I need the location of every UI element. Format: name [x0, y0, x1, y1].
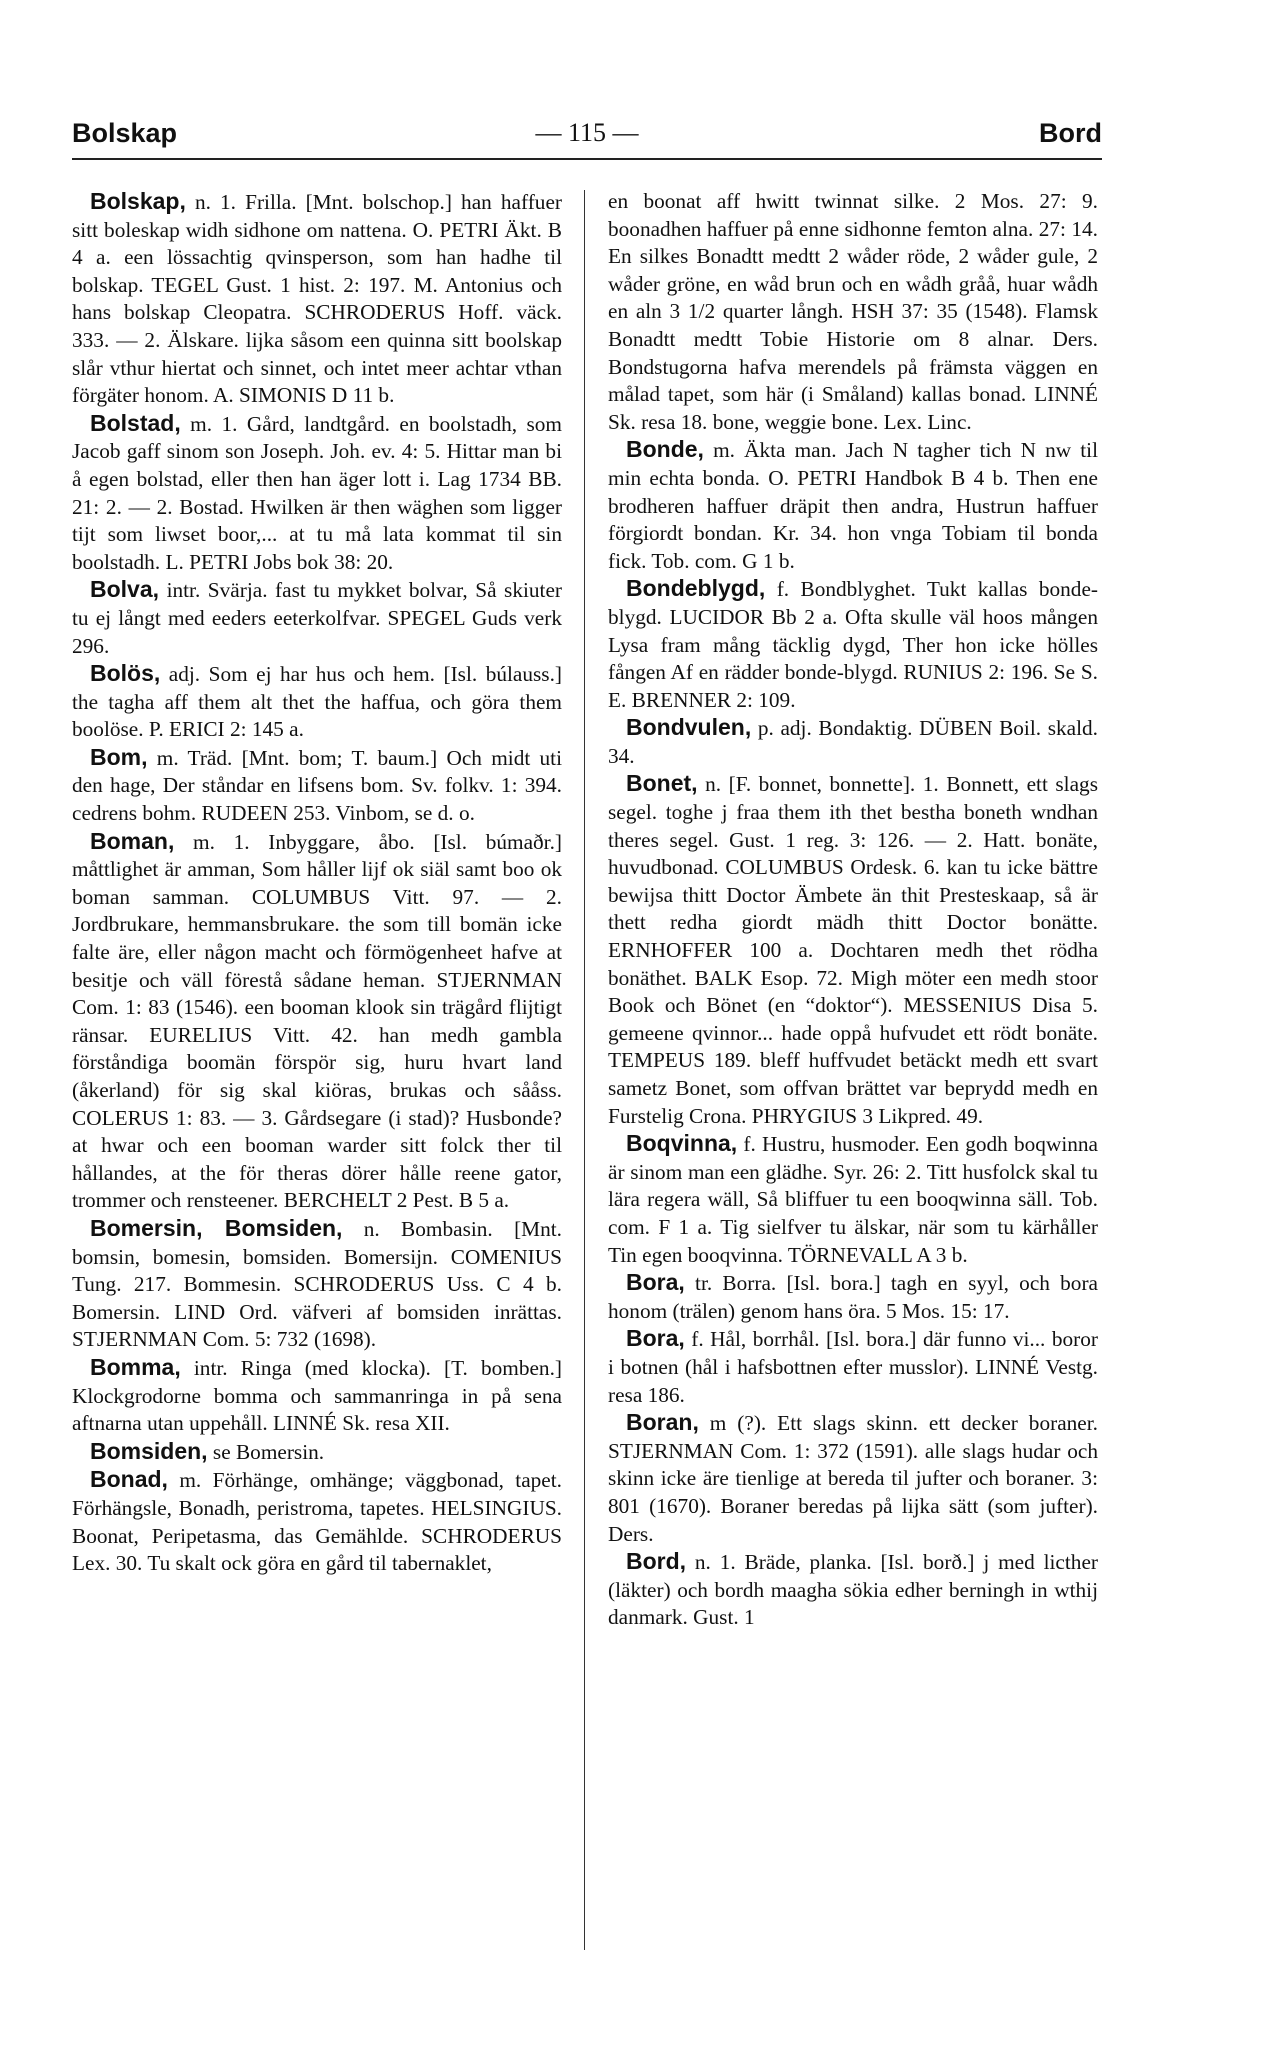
- dictionary-entry: [608, 770, 1098, 1130]
- dictionary-entry: [72, 1354, 562, 1438]
- entry-definition: se Bomersin.: [212, 1439, 325, 1464]
- dictionary-entry: [608, 1548, 1098, 1632]
- dictionary-entry: [608, 1325, 1098, 1409]
- dictionary-entry: [72, 1438, 562, 1467]
- header-left-catchword: Bolskap: [72, 118, 178, 148]
- entry-headword: Bolskap,: [90, 188, 186, 214]
- entry-headword: Bondeblygd,: [626, 575, 766, 602]
- dictionary-entry: [608, 1409, 1098, 1548]
- entry-definition: m (?). Ett slags skinn. ett decker boraner. STJERNMAN Com. 1: 372 (1591). alle slags hudar och skinn icke äre tienlige at bereda til jufter och boraner. 3: 801 (1670). Boraner beredas på lijka sätt (som jufter). Ders.: [608, 1411, 1098, 1546]
- entry-definition: p. adj. Bondaktig. DÜBEN Boil. skald. 34.: [608, 716, 1098, 768]
- dictionary-entry: [72, 660, 562, 744]
- entry-headword: Boran,: [626, 1409, 699, 1436]
- entry-definition: f. Hustru, husmoder. Een godh boqwinna är sinom man een glädhe. Syr. 26: 2. Titt husfolck skal tu lära regera wäll, Så bliffuer tu een booqwinna säll. Tob. com. F 1 a. Tig sielfver tu älskar, när som tu kärhåller Tin egen booqvinna. TÖRNEVALL A 3 b.: [608, 1132, 1099, 1267]
- entry-headword: Bolva,: [90, 576, 160, 603]
- entry-headword: Bora,: [626, 1325, 685, 1352]
- entry-definition: intr. Svärja. fast tu mykket bolvar, Så skiuter tu ej långt med eeders eeterkolfvar. SPEGEL Guds verk 296.: [72, 578, 563, 658]
- dictionary-entry: [608, 1269, 1098, 1325]
- entry-definition: adj. Som ej har hus och hem. [Isl. búlauss.] the tagha aff them alt thet the haffua, och göra them boolöse. P. ERICI 2: 145 a.: [72, 662, 563, 742]
- dictionary-entry: [72, 1215, 562, 1354]
- entry-definition: n. 1. Frilla. [Mnt. bolschop.] han haffuer sitt boleskap widh sidhone om nattena. O. PETRI Äkt. B 4 a. een lössachtig qvinsperson, som han hadhe til bolskap. TEGEL Gust. 1 hist. 2: 197. M. Antonius och hans bolskap Cleopatra. SCHRODERUS Hoff. väck. 333. — 2. Älskare. lijka såsom een quinna sitt boolskap slår vthur hiertat och sinnet, och intet meer achtar vthan förgäter honom. A. SIMONIS D 11 b.: [72, 190, 562, 408]
- dictionary-entry: [608, 188, 1098, 436]
- entry-headword: Bord,: [626, 1548, 687, 1575]
- page-header: [72, 118, 1102, 160]
- entry-definition: m. Träd. [Mnt. bom; T. baum.] Och midt uti den hage, Der ståndar en lifsens bom. Sv. folkv. 1: 394. cedrens bohm. RUDEEN 253. Vinbom, se d. o.: [72, 745, 563, 826]
- dictionary-entry: [608, 714, 1098, 770]
- page-number: — 115 —: [535, 118, 639, 147]
- entry-headword: Bomsiden,: [90, 1437, 208, 1464]
- entry-headword: Boqvinna,: [626, 1130, 738, 1157]
- entry-headword: Bolös,: [90, 660, 161, 687]
- entry-headword: Bondvulen,: [626, 714, 752, 741]
- dictionary-entry: [608, 1130, 1098, 1269]
- entry-definition: f. Hål, borrhål. [Isl. bora.] där funno vi... boror i botnen (hål i hafsbottnen efter musslor). LINNÉ Vestg. resa 186.: [608, 1327, 1098, 1407]
- entry-headword: Bomersin, Bomsiden,: [90, 1214, 343, 1241]
- entry-headword: Bolstad,: [90, 409, 181, 436]
- dictionary-entry: [72, 744, 562, 828]
- header-right-catchword: Bord: [1039, 118, 1102, 148]
- entry-headword: Bonde,: [626, 436, 704, 463]
- entry-headword: Bom,: [90, 743, 148, 770]
- dictionary-entry: [608, 436, 1098, 575]
- entry-headword: Bonad,: [90, 1466, 168, 1493]
- entry-definition: n. Bombasin. [Mnt. bomsin, bomesin, bomsiden. Bomersijn. COMENIUS Tung. 217. Bommesin. SCHRODERUS Uss. C 4 b. Bomersin. LIND Ord. väfveri af bomsiden inrättas. STJERNMAN Com. 5: 732 (1698).: [72, 1216, 562, 1352]
- entry-definition: en boonat aff hwitt twinnat silke. 2 Mos. 27: 9. boonadhen haffuer på enne sidhonne femton alna. 27: 14. En silkes Bonadtt medtt 2 wåder röde, 2 wåder gule, 2 wåder gröne, en wåd brun och en wådh gråå, huar wådh en aln 3 1/2 quarter långh. HSH 37: 35 (1548). Flamsk Bonadtt medtt Tobie Historie om 8 alnar. Ders. Bondstugorna hafva merendels på främsta väggen en målad tapet, som här (i Småland) kallas bonad. LINNÉ Sk. resa 18. bone, weggie bone. Lex. Linc.: [608, 189, 1098, 434]
- entry-definition: m. 1. Gård, landtgård. en boolstadh, som Jacob gaff sinom son Joseph. Joh. ev. 4: 5. Hittar man bi å egen bolstad, eller then han äger lott i. Lag 1734 BB. 21: 2. — 2. Bostad. Hwilken är then wäghen som ligger tijt som liwset boor,... at tu må lata kommat til sin boolstadh. L. PETRI Jobs bok 38: 20.: [72, 411, 562, 574]
- entry-definition: m. Förhänge, omhänge; väggbonad, tapet. Förhängsle, Bonadh, peristroma, tapetes. HELSINGIUS. Boonat, Peripetasma, das Gemählde. SCHRODERUS Lex. 30. Tu skalt ock göra en gård til tabernaklet,: [72, 1468, 562, 1576]
- entry-definition: f. Bondblyghet. Tukt kallas bonde-blygd. LUCIDOR Bb 2 a. Ofta skulle väl hoos mången Lysa fram mång täcklig dygd, Ther hon icke hölles fången Af en rädder bonde-blygd. RUNIUS 2: 196. Se S. E. BRENNER 2: 109.: [608, 577, 1098, 712]
- entry-headword: Boman,: [90, 827, 175, 854]
- left-column: [72, 188, 562, 1578]
- dictionary-entry: [72, 576, 562, 660]
- entry-definition: m. Äkta man. Jach N tagher tich N nw til min echta bonda. O. PETRI Handbok B 4 b. Then ene brodheren haffuer dräpit then andra, Hustrun haffuer förgiordt bondan. Kr. 34. hon vnga Tobiam til bonda fick. Tob. com. G 1 b.: [608, 438, 1098, 573]
- column-divider: [584, 190, 585, 1950]
- dictionary-entry: [72, 828, 562, 1215]
- entry-headword: Bora,: [626, 1269, 685, 1296]
- entry-definition: n. [F. bonnet, bonnette]. 1. Bonnett, ett slags segel. toghe j fraa them ith thet bestha boneth wndhan theres segel. Gust. 1 reg. 3: 126. — 2. Hatt. bonäte, huvudbonad. COLUMBUS Ordesk. 6. kan tu icke bättre bewijsa thitt Doctor Ämbete än thit Presteskaap, så är thett redha giordt mädh thitt Doctor bonätte. ERNHOFFER 100 a. Dochtaren medh thet rödha bonäthet. BALK Esop. 72. Migh möter een medh stoor Book och Bönet (en “doktor“). MESSENIUS Disa 5. gemeene qvinnor... hade oppå hufvudet ett rödt bonäte. TEMPEUS 189. bleff huffvudet betäckt medh ett svart sametz Bonet, som offvan brättet var beprydd medh en Furstelig Crona. PHRYGIUS 3 Likpred. 49.: [608, 772, 1098, 1128]
- right-column: [608, 188, 1098, 1632]
- entry-headword: Bomma,: [90, 1353, 181, 1380]
- entry-headword: Bonet,: [626, 770, 698, 797]
- entry-definition: m. 1. Inbyggare, åbo. [Isl. búmaðr.] måttlighet är amman, Som håller lijf ok siäl samt boo ok boman samman. COLUMBUS Vitt. 97. — 2. Jordbrukare, hemmansbrukare. the som till bomän icke falte äre, eller någon macht och förmögenheet hafve at besitje och väll förestå sådane heman. STJERNMAN Com. 1: 83 (1546). een booman klook sin trägård flijtigt ränsar. EURELIUS Vitt. 42. han medh gambla förståndiga boomän förspör sig, huru hvart land (åkerland) för sig skal kiöras, brukas och sååss. COLERUS 1: 83. — 3. Gårdsegare (i stad)? Husbonde? at hwar och een booman warder sitt folck ther til hållandes, at the för theras dörer hålle reene gator, trommer och rensteener. BERCHELT 2 Pest. B 5 a.: [72, 829, 562, 1213]
- dictionary-entry: [72, 188, 562, 410]
- dictionary-entry: [72, 1466, 562, 1577]
- dictionary-entry: [72, 410, 562, 577]
- entry-definition: n. 1. Bräde, planka. [Isl. borð.] j med licther (läkter) och bordh maagha sökia edher berningh in wthij danmark. Gust. 1: [608, 1550, 1098, 1630]
- entry-definition: tr. Borra. [Isl. bora.] tagh en syyl, och bora honom (trälen) genom hans öra. 5 Mos. 15: 17.: [608, 1271, 1098, 1323]
- entry-definition: intr. Ringa (med klocka). [T. bomben.] Klockgrodorne bomma och sammanringa in på sena aftnarna utan uppehåll. LINNÉ Sk. resa XII.: [72, 1355, 562, 1436]
- dictionary-entry: [608, 575, 1098, 714]
